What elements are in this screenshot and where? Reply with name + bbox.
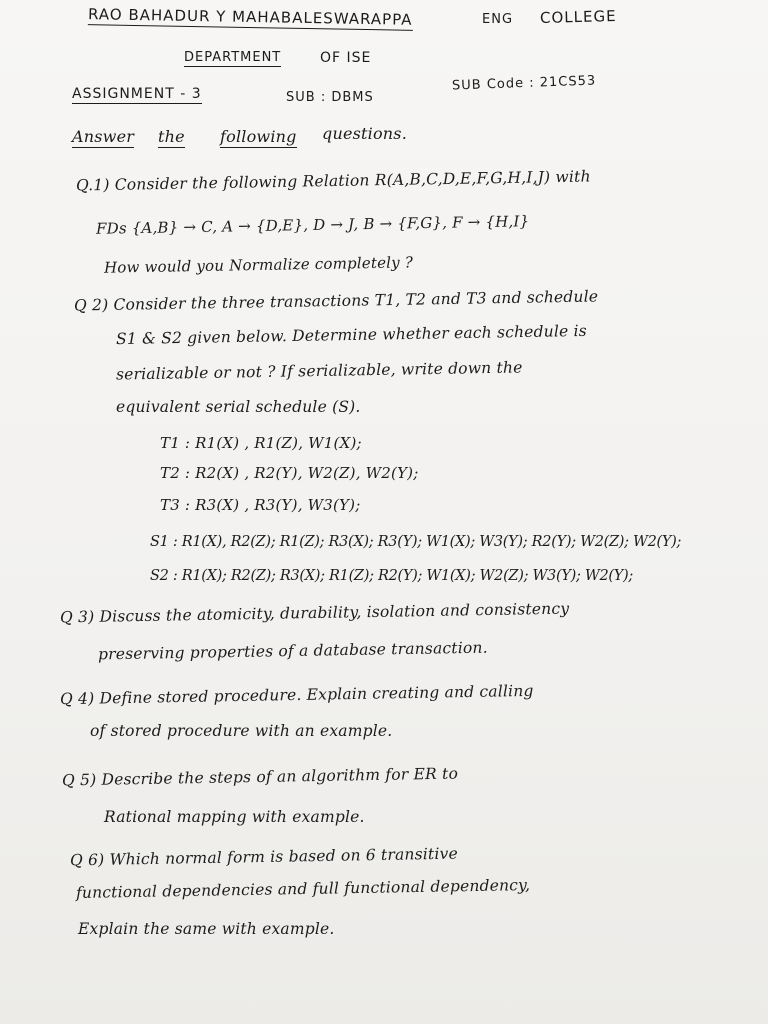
- department-name: OF ISE: [320, 50, 372, 66]
- q4-line-1: Q 4) Define stored procedure. Explain creating and calling: [59, 681, 534, 709]
- instruction-word-2: the: [158, 127, 185, 146]
- q3-line-1: Q 3) Discuss the atomicity, durability, isolation and consistency: [59, 599, 570, 627]
- q5-line-1: Q 5) Describe the steps of an algorithm for ER to: [61, 764, 459, 790]
- transaction-t2: T2 : R2(X) , R2(Y), W2(Z), W2(Y);: [160, 464, 419, 482]
- subject-label: SUB : DBMS: [286, 90, 374, 105]
- q1-line-2: FDs {A,B} → C, A → {D,E}, D → J, B → {F,G}, F → {H,I}: [95, 212, 530, 238]
- q2-line-2: S1 & S2 given below. Determine whether each schedule is: [115, 321, 588, 349]
- q6-line-2: functional dependencies and full functional dependency,: [75, 876, 531, 902]
- subject-code: SUB Code : 21CS53: [451, 73, 597, 94]
- college-eng: ENG: [482, 12, 514, 27]
- q3-line-2: preserving properties of a database transaction.: [97, 638, 488, 664]
- college-name: RAO BAHADUR Y MAHABALESWARAPPA: [87, 5, 413, 29]
- assignment-title: ASSIGNMENT - 3: [72, 86, 202, 102]
- schedule-s2: S2 : R1(X); R2(Z); R3(X); R1(Z); R2(Y); W1(X); W2(Z); W3(Y); W2(Y);: [150, 568, 633, 584]
- q2-line-3: serializable or not ? If serializable, write down the: [115, 358, 523, 384]
- q1-line-3: How would you Normalize completely ?: [103, 253, 414, 277]
- q6-line-1: Q 6) Which normal form is based on 6 transitive: [69, 844, 459, 870]
- college-word: COLLEGE: [539, 7, 617, 27]
- instruction-word-4: questions.: [322, 124, 408, 143]
- q4-line-2: of stored procedure with an example.: [90, 722, 393, 740]
- q6-line-3: Explain the same with example.: [78, 920, 335, 938]
- transaction-t1: T1 : R1(X) , R1(Z), W1(X);: [160, 434, 362, 452]
- q1-line-1: Q.1) Consider the following Relation R(A,B,C,D,E,F,G,H,I,J) with: [75, 167, 591, 195]
- schedule-s1: S1 : R1(X), R2(Z); R1(Z); R3(X); R3(Y); W1(X); W3(Y); R2(Y); W2(Z); W2(Y);: [150, 534, 682, 550]
- department-label: DEPARTMENT: [184, 50, 282, 65]
- q2-line-4: equivalent serial schedule (S).: [116, 398, 361, 416]
- transaction-t3: T3 : R3(X) , R3(Y), W3(Y);: [160, 496, 361, 514]
- q2-line-1: Q 2) Consider the three transactions T1, T2 and T3 and schedule: [73, 287, 599, 315]
- instruction-word-1: Answer: [72, 127, 135, 146]
- q5-line-2: Rational mapping with example.: [104, 808, 365, 826]
- instruction-word-3: following: [220, 127, 297, 146]
